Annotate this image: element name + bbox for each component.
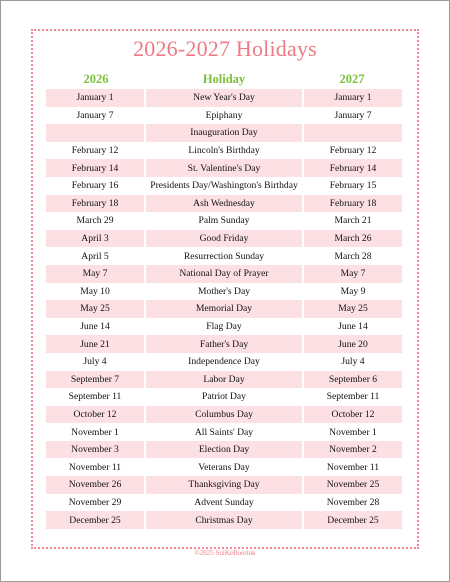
date-2027-cell: May 7 [304,265,402,283]
date-2026-cell: July 4 [83,356,107,368]
column-header-holiday: Holiday [202,72,246,86]
date-2027-cell: November 1 [329,426,377,438]
date-2026-cell: January 1 [46,89,144,107]
date-2026-cell: January 7 [76,109,114,121]
date-2027-cell: September 6 [304,371,402,389]
holiday-name-cell: Memorial Day [146,300,302,318]
column-header-2027: 2027 [339,72,365,86]
date-2026-cell: June 21 [46,335,144,353]
holiday-name-cell: Inauguration Day [146,124,302,142]
table-row [46,388,402,406]
date-2027-cell: February 18 [304,195,402,213]
date-2026-cell: February 14 [46,159,144,177]
date-2027-cell [304,124,402,142]
holiday-name-cell: Good Friday [146,230,302,248]
date-2026-cell: April 5 [81,250,109,262]
date-2026-cell: February 18 [46,195,144,213]
date-2027-cell: June 14 [338,321,368,333]
table-row [46,195,402,213]
holiday-name-cell: New Year's Day [146,89,302,107]
date-2026-cell: February 16 [71,180,119,192]
date-2027-cell: September 11 [326,391,380,403]
date-2026-cell: November 29 [68,496,122,508]
date-2027-cell: May 9 [340,285,366,297]
table-row [46,353,402,371]
holiday-name-cell: Columbus Day [146,406,302,424]
date-2027-cell: March 26 [304,230,402,248]
date-2026-cell: February 12 [71,145,119,157]
date-2026-cell: June 14 [80,321,110,333]
table-row [46,89,402,107]
date-2026-cell: May 10 [80,285,110,297]
table-row [46,476,402,494]
date-2027-cell: March 21 [334,215,372,227]
date-2027-cell: November 28 [326,496,380,508]
holiday-name-cell: Ash Wednesday [146,195,302,213]
holiday-table [46,89,402,529]
holiday-name-cell: St. Valentine's Day [146,159,302,177]
holiday-name-cell: Palm Sunday [198,215,250,227]
date-2027-cell: December 25 [304,511,402,529]
table-row [46,212,402,230]
table-row [46,159,402,177]
holiday-name-cell: Lincoln's Birthday [188,145,260,157]
table-row [46,177,402,195]
holiday-name-cell: Patriot Day [202,391,246,403]
holiday-name-cell: Flag Day [206,321,242,333]
table-row [46,494,402,512]
date-2027-cell: January 7 [334,109,372,121]
table-row [46,335,402,353]
table-row [46,247,402,265]
table-row [46,423,402,441]
table-row [46,371,402,389]
date-2026-cell: November 3 [46,441,144,459]
date-2027-cell: May 25 [304,300,402,318]
date-2026-cell: September 7 [46,371,144,389]
date-2027-cell: November 2 [304,441,402,459]
date-2026-cell: March 29 [76,215,114,227]
page-title: 2026-2027 Holidays [133,36,317,61]
date-2027-cell: February 14 [304,159,402,177]
table-row [46,406,402,424]
date-2027-cell: November 11 [326,461,380,473]
holiday-name-cell: Thanksgiving Day [146,476,302,494]
copyright-footer: ©2025 SuiKeBoerink [194,549,256,557]
table-row [46,230,402,248]
table-row [46,318,402,336]
table-row [46,511,402,529]
date-2026-cell: September 11 [68,391,122,403]
column-header-2026: 2026 [83,72,109,86]
holiday-name-cell: All Saints' Day [194,426,254,438]
holiday-name-cell: Resurrection Sunday [183,250,265,262]
holiday-name-cell: Mother's Day [197,285,251,297]
date-2026-cell: November 26 [46,476,144,494]
holiday-name-cell: National Day of Prayer [146,265,302,283]
holiday-name-cell: Presidents Day/Washington's Birthday [150,180,298,192]
date-2026-cell: November 1 [71,426,119,438]
date-2027-cell: November 25 [304,476,402,494]
holiday-name-cell: Christmas Day [146,511,302,529]
holiday-name-cell: Labor Day [146,371,302,389]
holiday-name-cell: Election Day [146,441,302,459]
date-2026-cell: May 25 [46,300,144,318]
holiday-name-cell: Veterans Day [198,461,250,473]
table-row [46,441,402,459]
holiday-name-cell: Independence Day [188,356,260,368]
date-2027-cell: February 15 [329,180,377,192]
table-row [46,300,402,318]
table-row [46,265,402,283]
table-row [46,107,402,125]
date-2027-cell: March 28 [334,250,372,262]
date-2027-cell: July 4 [341,356,365,368]
date-2027-cell: October 12 [304,406,402,424]
holiday-name-cell: Father's Day [146,335,302,353]
date-2026-cell: May 7 [46,265,144,283]
date-2027-cell: June 20 [304,335,402,353]
date-2026-cell [46,124,144,142]
holiday-name-cell: Epiphany [205,109,243,121]
date-2026-cell: April 3 [46,230,144,248]
table-row [46,124,402,142]
date-2027-cell: January 1 [304,89,402,107]
table-row [46,283,402,301]
date-2026-cell: December 25 [46,511,144,529]
table-row [46,458,402,476]
holiday-name-cell: Advent Sunday [194,496,254,508]
date-2027-cell: February 12 [329,145,377,157]
date-2026-cell: November 11 [68,461,122,473]
table-row [46,142,402,160]
date-2026-cell: October 12 [46,406,144,424]
